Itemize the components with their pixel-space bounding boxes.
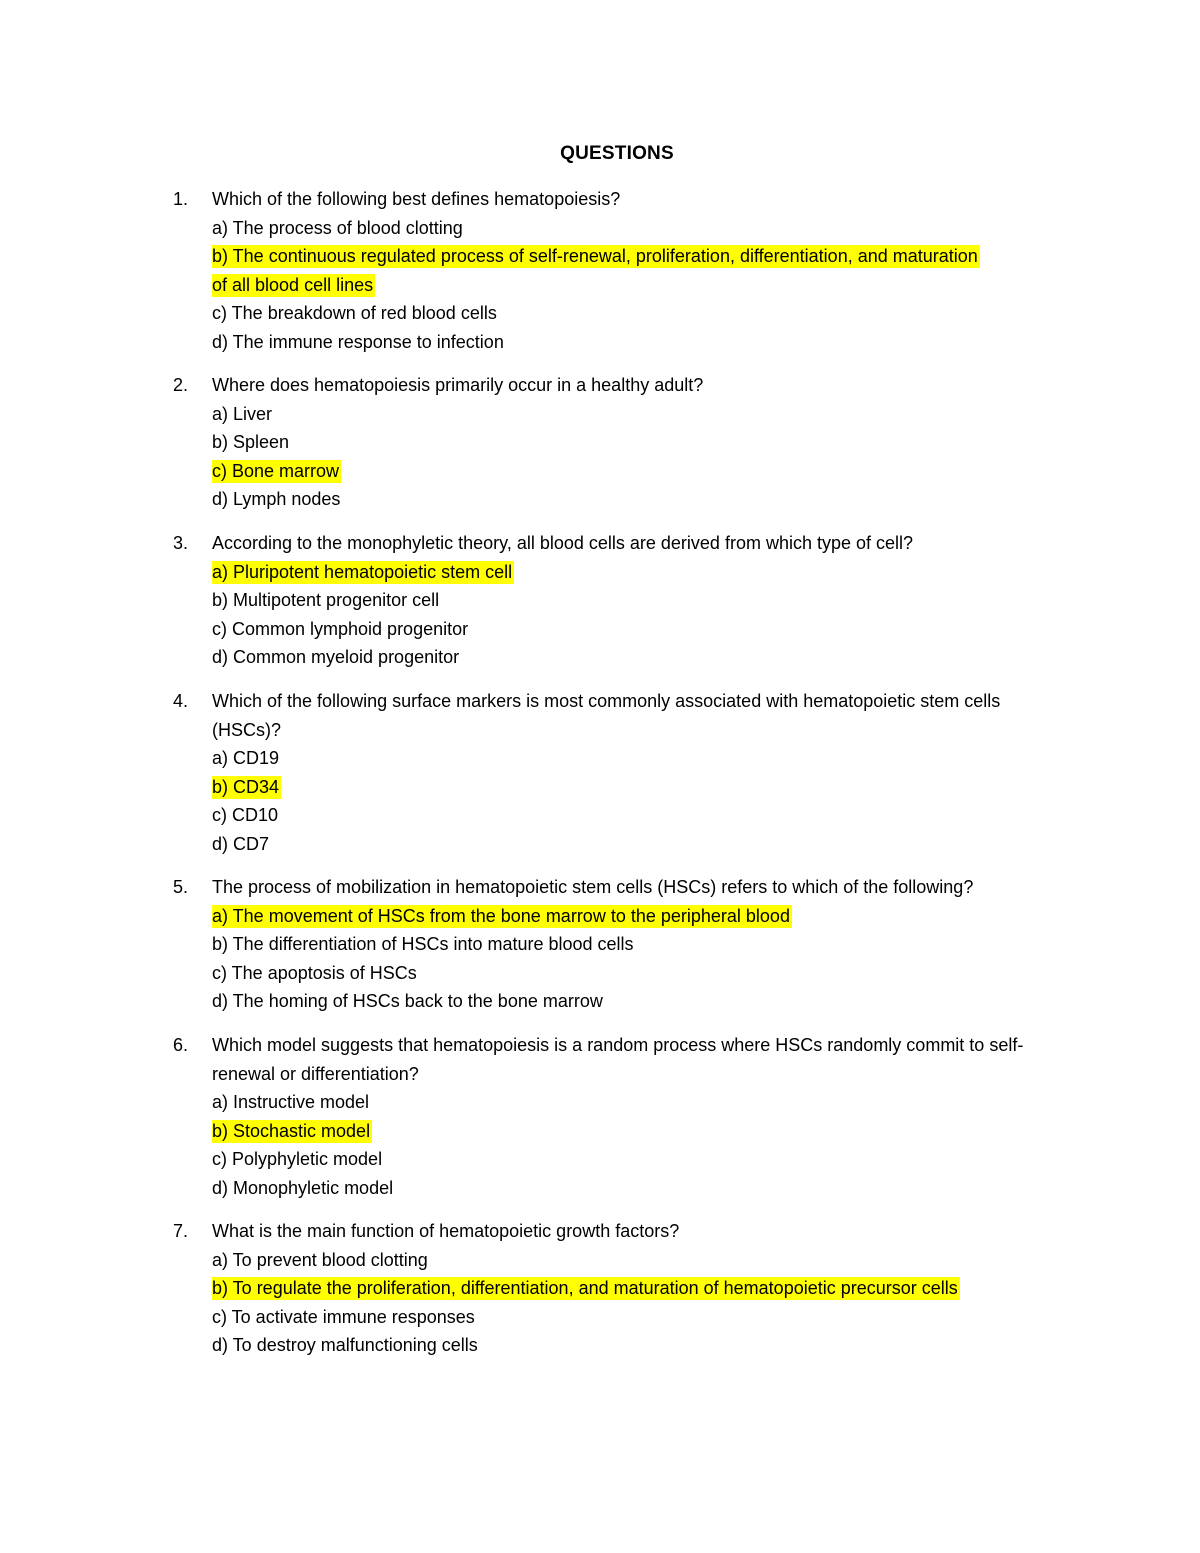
option-a-correct-answer: a) Pluripotent hematopoietic stem cell	[212, 561, 513, 582]
question-6	[173, 1031, 1073, 1202]
question-number: 7.	[173, 1221, 189, 1241]
option-a: a) CD19	[212, 748, 280, 768]
question-text: Which of the following surface markers is most commonly associated with hematopoietic stem cells (HSCs)?	[212, 691, 1001, 740]
option-b: b) Multipotent progenitor cell	[212, 590, 440, 610]
question-4	[173, 687, 1073, 858]
question-number: 3.	[173, 533, 189, 553]
question-text: Where does hematopoiesis primarily occur in a healthy adult?	[212, 375, 704, 395]
question-2	[173, 371, 1073, 514]
question-7	[173, 1217, 1073, 1360]
option-d: d) Common myeloid progenitor	[212, 647, 460, 667]
question-5	[173, 873, 1073, 1016]
option-d: d) Lymph nodes	[212, 489, 341, 509]
question-text: Which model suggests that hematopoiesis is a random process where HSCs randomly commit to self-renewal or differentiation?	[212, 1035, 1024, 1084]
question-text: Which of the following best defines hematopoiesis?	[212, 189, 621, 209]
option-c: c) The breakdown of red blood cells	[212, 303, 497, 323]
question-number: 2.	[173, 375, 189, 395]
option-a: a) Liver	[212, 403, 273, 424]
option-b-correct-answer: b) To regulate the proliferation, differentiation, and maturation of hematopoietic precursor cells	[212, 1278, 958, 1298]
option-a-correct-answer: a) The movement of HSCs from the bone marrow to the peripheral blood	[212, 905, 790, 926]
question-number: 4.	[173, 691, 189, 711]
page-title: QUESTIONS	[560, 143, 674, 164]
option-c: c) Common lymphoid progenitor	[212, 618, 469, 639]
option-c: c) To activate immune responses	[212, 1306, 475, 1327]
option-b-correct-answer: b) CD34	[212, 776, 280, 797]
option-a: a) Instructive model	[212, 1092, 370, 1112]
question-text: According to the monophyletic theory, all blood cells are derived from which type of cell?	[212, 533, 914, 553]
question-text: What is the main function of hematopoietic growth factors?	[212, 1221, 680, 1241]
option-b: b) The differentiation of HSCs into mature blood cells	[212, 934, 634, 954]
option-d: d) Monophyletic model	[212, 1177, 394, 1198]
option-a: a) To prevent blood clotting	[212, 1249, 428, 1270]
question-number: 6.	[173, 1035, 189, 1055]
question-number: 1.	[173, 189, 189, 209]
option-c: c) Polyphyletic model	[212, 1149, 383, 1169]
option-d: d) CD7	[212, 833, 270, 854]
option-a: a) The process of blood clotting	[212, 217, 463, 238]
question-3	[173, 529, 1073, 672]
option-c: c) The apoptosis of HSCs	[212, 962, 417, 983]
option-d: d) The immune response to infection	[212, 331, 504, 352]
option-d: d) To destroy malfunctioning cells	[212, 1335, 478, 1355]
question-1	[173, 185, 1073, 356]
question-text: The process of mobilization in hematopoietic stem cells (HSCs) refers to which of the following?	[212, 877, 974, 897]
option-b-correct-answer: b) Stochastic model	[212, 1120, 371, 1141]
option-b-correct-answer: b) The continuous regulated process of self-renewal, proliferation, differentiation, and maturation of all blood cell lines	[212, 246, 978, 295]
option-c: c) CD10	[212, 805, 279, 825]
option-d: d) The homing of HSCs back to the bone marrow	[212, 991, 603, 1011]
question-number: 5.	[173, 877, 189, 897]
option-b: b) Spleen	[212, 432, 290, 452]
option-c-correct-answer: c) Bone marrow	[212, 460, 340, 481]
